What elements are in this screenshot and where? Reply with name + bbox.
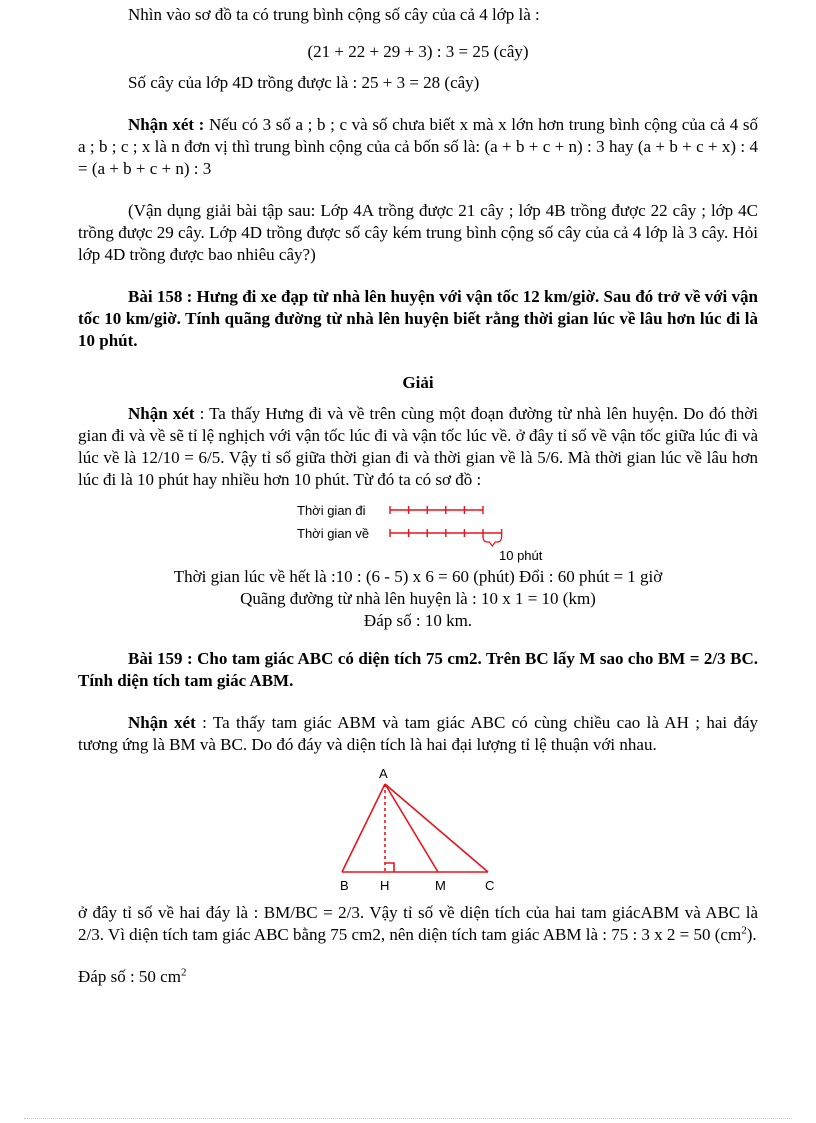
answer-158: Đáp số : 10 km. bbox=[363, 611, 473, 630]
remark-text: : Ta thấy Hưng đi và về trên cùng một đoạn đường từ nhà lên huyện. Do đó thời gian đi và về sẽ tỉ lệ nghịch với vận tốc lúc đi và vận tốc lúc về. ở đây tỉ số về vận tốc giữa lúc đi và lúc về là 12/10 = 6/5. Vậy tỉ số giữa thời gian đi và thời gian về là 5/6. Mà thời gian lúc về lâu hơn lúc đi là 10 phút hay nhiều hơn 10 phút. Từ đó ta có sơ đồ : bbox=[78, 404, 758, 489]
remark-speed-ratio bbox=[78, 403, 758, 491]
calculation-distance: Quãng đường từ nhà lên huyện là : 10 x 1 = 10 (km) bbox=[240, 589, 596, 608]
remark-average bbox=[78, 114, 758, 180]
time-diagram bbox=[78, 498, 758, 566]
point-label-h: H bbox=[380, 878, 390, 893]
time-back-bar bbox=[390, 529, 502, 546]
segment-am bbox=[385, 784, 438, 872]
triangle-figure bbox=[78, 766, 758, 900]
right-angle-mark bbox=[385, 863, 394, 872]
document-page bbox=[78, 0, 758, 988]
area-ratio-text: ở đây tỉ số về hai đáy là : BM/BC = 2/3. Vậy tỉ số về diện tích của hai tam giácABM và ABC là 2/3. Vì diện tích tam giác ABC bằng 75 cm2, nên diện tích tam giác ABM là : 75 : 3 x 2 = 50 (cm bbox=[78, 903, 758, 944]
remark-label: Nhận xét : bbox=[128, 115, 205, 134]
paragraph-area-ratio bbox=[78, 902, 758, 946]
time-diagram-svg bbox=[78, 498, 758, 566]
time-go-bar bbox=[390, 506, 483, 514]
paragraph-result-4d: Số cây của lớp 4D trồng được là : 25 + 3 = 28 (cây) bbox=[128, 73, 480, 92]
equation-average: (21 + 22 + 29 + 3) : 3 = 25 (cây) bbox=[307, 42, 529, 61]
vertex-label-c: C bbox=[485, 878, 495, 893]
side-ab bbox=[342, 784, 385, 872]
label-time-go: Thời gian đi bbox=[297, 503, 366, 518]
remark-label: Nhận xét bbox=[128, 404, 195, 423]
vertex-label-b: B bbox=[340, 878, 349, 893]
vertex-label-a: A bbox=[379, 766, 388, 781]
solution-heading: Giải bbox=[402, 373, 434, 392]
triangle-svg bbox=[78, 766, 758, 900]
remark-text: Nếu có 3 số a ; b ; c và số chưa biết x mà x lớn hơn trung bình cộng của cả 4 số a ; b ; c ; x là n đơn vị thì trung bình cộng của cả bốn số là: (a + b + c + n) : 3 hay (a + b + c + x) : 4 = (a + b + c + n) : 3 bbox=[78, 115, 758, 178]
problem-158: Bài 158 : Hưng đi xe đạp từ nhà lên huyện với vận tốc 12 km/giờ. Sau đó trở về với vận tốc 10 km/giờ. Tính quãng đường từ nhà lên huyện biết rằng thời gian lúc về lâu hơn lúc đi là 10 phút. bbox=[78, 287, 758, 350]
extra-time-brace bbox=[483, 536, 502, 546]
problem-159: Bài 159 : Cho tam giác ABC có diện tích 75 cm2. Trên BC lấy M sao cho BM = 2/3 BC. Tính diện tích tam giác ABM. bbox=[78, 649, 758, 690]
paragraph-intro: Nhìn vào sơ đồ ta có trung bình cộng số cây của cả 4 lớp là : bbox=[128, 5, 540, 24]
remark-text: : Ta thấy tam giác ABM và tam giác ABC có cùng chiều cao là AH ; hai đáy tương ứng là BM và BC. Do đó đáy và diện tích là hai đại lượng tỉ lệ thuận với nhau. bbox=[78, 713, 758, 754]
label-time-back: Thời gian về bbox=[297, 526, 370, 541]
area-ratio-end: ). bbox=[746, 925, 757, 944]
footer-divider bbox=[24, 1118, 792, 1119]
answer-159-text: Đáp số : 50 cm bbox=[78, 967, 181, 986]
point-label-m: M bbox=[435, 878, 446, 893]
answer-159 bbox=[78, 966, 758, 988]
superscript-2: 2 bbox=[741, 924, 747, 937]
paragraph-apply-exercise: (Vận dụng giải bài tập sau: Lớp 4A trồng được 21 cây ; lớp 4B trồng được 22 cây ; lớp 4C trồng được 29 cây. Lớp 4D trồng được số cây kém trung bình cộng số cây của cả 4 lớp là 3 cây. Hỏi lớp 4D trồng được bao nhiêu cây?) bbox=[78, 201, 758, 264]
side-ac bbox=[385, 784, 488, 872]
superscript-2: 2 bbox=[180, 966, 187, 979]
calculation-time-back: Thời gian lúc về hết là :10 : (6 - 5) x 6 = 60 (phút) Đổi : 60 phút = 1 giờ bbox=[173, 567, 663, 586]
triangle-abc bbox=[342, 784, 488, 872]
remark-label: Nhận xét bbox=[128, 713, 196, 732]
label-ten-minutes: 10 phút bbox=[499, 548, 543, 563]
remark-same-height bbox=[78, 712, 758, 756]
